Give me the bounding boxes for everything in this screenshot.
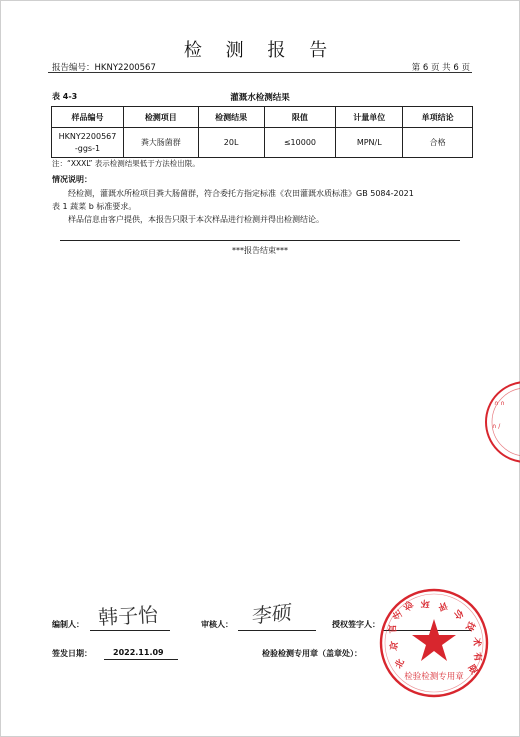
page-number: 第 6 页 共 6 页 <box>411 63 470 73</box>
document-title: 检 测 报 告 <box>183 40 337 61</box>
report-number: 报告编号：HKNY2200567 <box>52 63 156 73</box>
svg-text:限: 限 <box>465 663 479 677</box>
table-note: 注：“XXXL” 表示检测结果低于方法检出限。 <box>52 159 200 168</box>
table-row <box>52 128 473 158</box>
svg-text:价: 价 <box>451 606 465 621</box>
svg-text:生: 生 <box>391 607 405 621</box>
svg-text:态: 态 <box>402 598 416 612</box>
issue-date-value: 2022.11.09 <box>113 648 164 657</box>
sample-id-line1: HKNY2200567 <box>58 131 117 141</box>
reviewer-label: 审核人： <box>201 620 233 629</box>
remarks-paragraph-1 <box>52 187 472 200</box>
sample-id-line2: -ggs-1 <box>74 143 101 153</box>
svg-text:评: 评 <box>436 599 449 612</box>
header-conclusion: 单项结论 <box>403 107 473 128</box>
reviewer-sign-line <box>238 630 316 631</box>
svg-text:术: 术 <box>470 636 482 648</box>
cell-test-item: 粪大肠菌群 <box>123 128 198 158</box>
cell-conclusion: 合格 <box>403 128 473 158</box>
approver-label: 授权签字人： <box>332 620 380 629</box>
header-sample-id: 样品编号 <box>52 107 124 128</box>
issue-date-line <box>104 659 178 660</box>
cell-sample-id <box>52 128 124 158</box>
reviewer-signature: 李硕 <box>251 599 293 629</box>
table-header-row <box>52 107 473 128</box>
remarks-para1-line1: 经检测，灌溉水所检项目粪大肠菌群，符合委托方指定标准《农田灌溉水质标准》GB 5084-2021 <box>68 189 414 198</box>
seal-label: 检验检测专用章（盖章处）： <box>262 649 362 658</box>
header-limit: 限值 <box>264 107 336 128</box>
header-test-result: 检测结果 <box>198 107 264 128</box>
remarks-heading: 情况说明： <box>52 175 92 184</box>
end-divider <box>60 240 460 241</box>
svg-text:有: 有 <box>471 651 483 663</box>
svg-text:技: 技 <box>463 619 477 633</box>
official-seal-stamp <box>378 587 490 699</box>
svg-text:环: 环 <box>420 597 431 608</box>
svg-text:京: 京 <box>389 640 401 652</box>
svg-text:北: 北 <box>393 657 407 671</box>
svg-text:∩ ∩: ∩ ∩ <box>494 400 505 407</box>
header-test-item: 检测项目 <box>123 107 198 128</box>
table-label: 表 4-3 <box>52 92 78 101</box>
issue-date-label: 签发日期： <box>52 649 92 658</box>
editor-signature: 韩子怡 <box>97 602 159 630</box>
report-end-mark: ***报告结束*** <box>232 246 288 255</box>
cell-test-result: 20L <box>198 128 264 158</box>
remarks-paragraph-2: 样品信息由客户提供，本报告只限于本次样品进行检测并得出检测结论。 <box>68 215 324 224</box>
table-title: 灌溉水检测结果 <box>230 93 290 103</box>
header-unit: 计量单位 <box>336 107 403 128</box>
editor-label: 编制人： <box>52 620 84 629</box>
cell-unit: MPN/L <box>336 128 403 158</box>
cell-limit: ≤10000 <box>264 128 336 158</box>
results-table <box>51 106 473 158</box>
seal-inner-text: 检验检测专用章 <box>404 672 464 682</box>
svg-text:∩ /: ∩ / <box>492 423 501 430</box>
partial-seal-stamp <box>482 380 520 464</box>
remarks-para1-line2: 表 1 蔬菜 b 标准要求。 <box>52 202 137 211</box>
header-rule <box>48 72 472 73</box>
svg-text:言: 言 <box>388 623 399 634</box>
